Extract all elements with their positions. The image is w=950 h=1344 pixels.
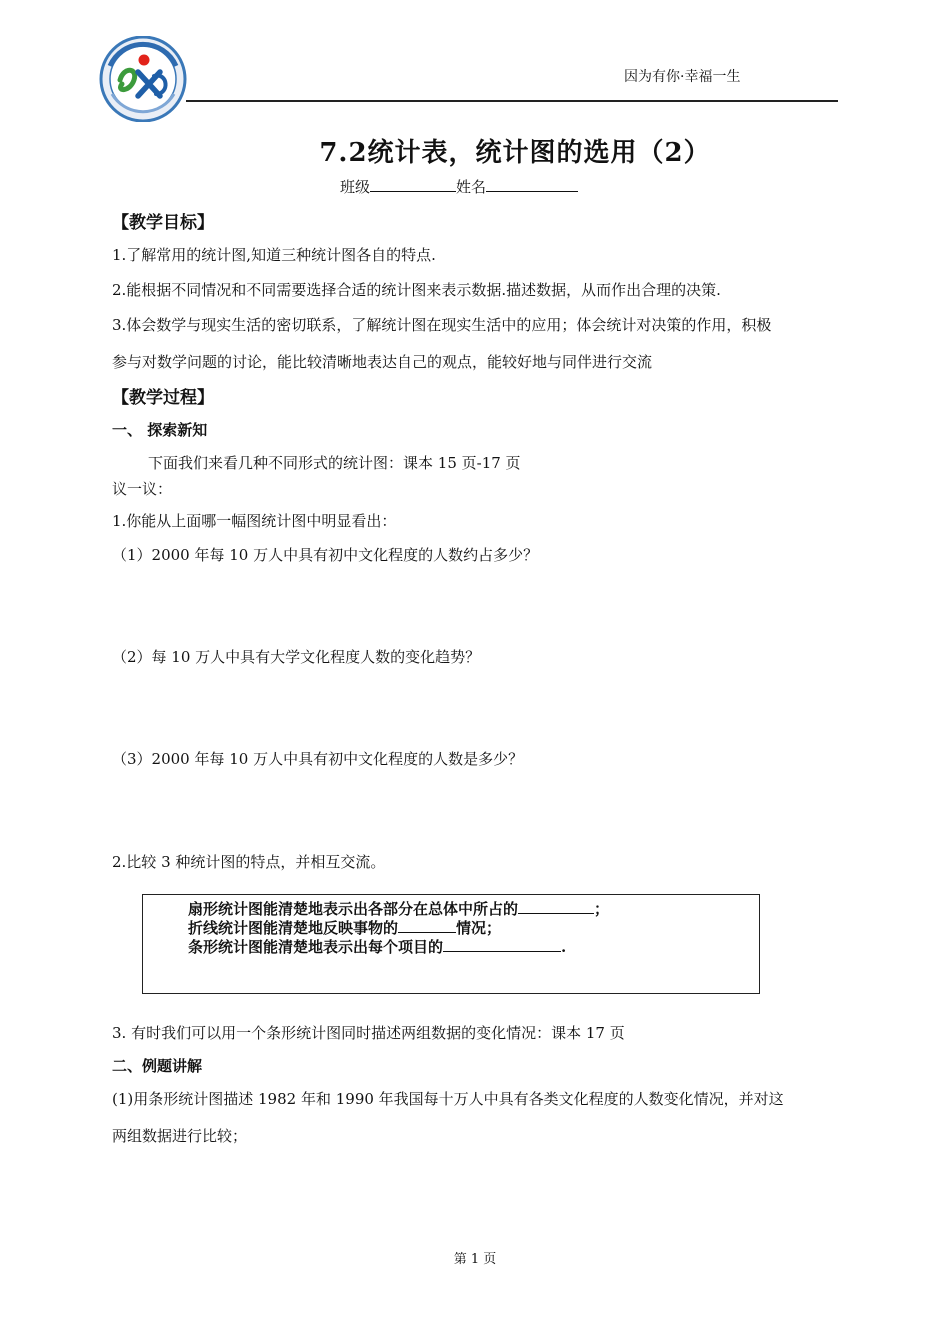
bar-chart-blank: [443, 938, 561, 952]
student-info-line: [340, 176, 578, 197]
part1-heading: 一、 探索新知: [112, 421, 208, 439]
page-number: 第 1 页: [453, 1252, 497, 1267]
question-1a: （1）2000 年每 10 万人中具有初中文化程度的人数约占多少？: [112, 546, 539, 564]
question-1c: （3）2000 年每 10 万人中具有初中文化程度的人数是多少？: [112, 750, 524, 768]
line-chart-blank: [398, 919, 456, 933]
school-logo: [98, 36, 188, 122]
summary-line-bar-chart: 条形统计图能清楚地表示出每个项目的 .: [188, 938, 567, 956]
part2-heading: 二、例题讲解: [112, 1057, 203, 1075]
discuss-label: 议一议：: [112, 480, 173, 498]
objective-item-1: 1.了解常用的统计图,知道三种统计图各自的特点.: [112, 246, 436, 264]
question-1: 1.你能从上面哪一幅图统计图中明显看出：: [112, 512, 397, 530]
objective-item-2: 2.能根据不同情况和不同需要选择合适的统计图来表示数据.描述数据，从而作出合理的决策.: [112, 281, 721, 299]
objectives-heading: 【教学目标】: [112, 213, 214, 233]
question-1b: （2）每 10 万人中具有大学文化程度人数的变化趋势？: [112, 648, 481, 666]
example-1-line-2: 两组数据进行比较；: [112, 1127, 248, 1145]
summary-line-pie: 扇形统计图能清楚地表示出各部分在总体中所占的 ；: [188, 900, 610, 918]
page-title: 7.2统计表，统计图的选用（2）: [319, 138, 711, 168]
name-blank: [486, 177, 578, 192]
name-label: 姓名: [456, 178, 487, 196]
summary-box-text: [188, 900, 609, 957]
part1-intro: 下面我们来看几种不同形式的统计图：课本 15 页-17 页: [148, 454, 521, 472]
question-3: 3. 有时我们可以用一个条形统计图同时描述两组数据的变化情况：课本 17 页: [112, 1024, 625, 1042]
class-label: 班级: [340, 178, 371, 196]
process-heading: 【教学过程】: [112, 388, 214, 408]
question-2: 2.比较 3 种统计图的特点，并相互交流。: [112, 853, 386, 871]
objective-item-3: 3.体会数学与现实生活的密切联系，了解统计图在现实生活中的应用；体会统计对决策的作用，积极: [112, 316, 772, 334]
objective-item-3-continued: 参与对数学问题的讨论，能比较清晰地表达自己的观点，能较好地与同伴进行交流: [112, 353, 653, 371]
header-divider: [186, 100, 838, 102]
example-1-line-1: (1)用条形统计图描述 1982 年和 1990 年我国每十万人中具有各类文化程度的人数变化情况，并对这: [112, 1090, 784, 1108]
school-logo-emblem-icon: [98, 36, 188, 122]
pie-blank: [518, 900, 594, 914]
summary-line-line-chart: 折线统计图能清楚地反映事物的 情况；: [188, 919, 502, 937]
class-blank: [370, 177, 456, 192]
header-slogan: 因为有你·幸福一生: [624, 69, 741, 85]
